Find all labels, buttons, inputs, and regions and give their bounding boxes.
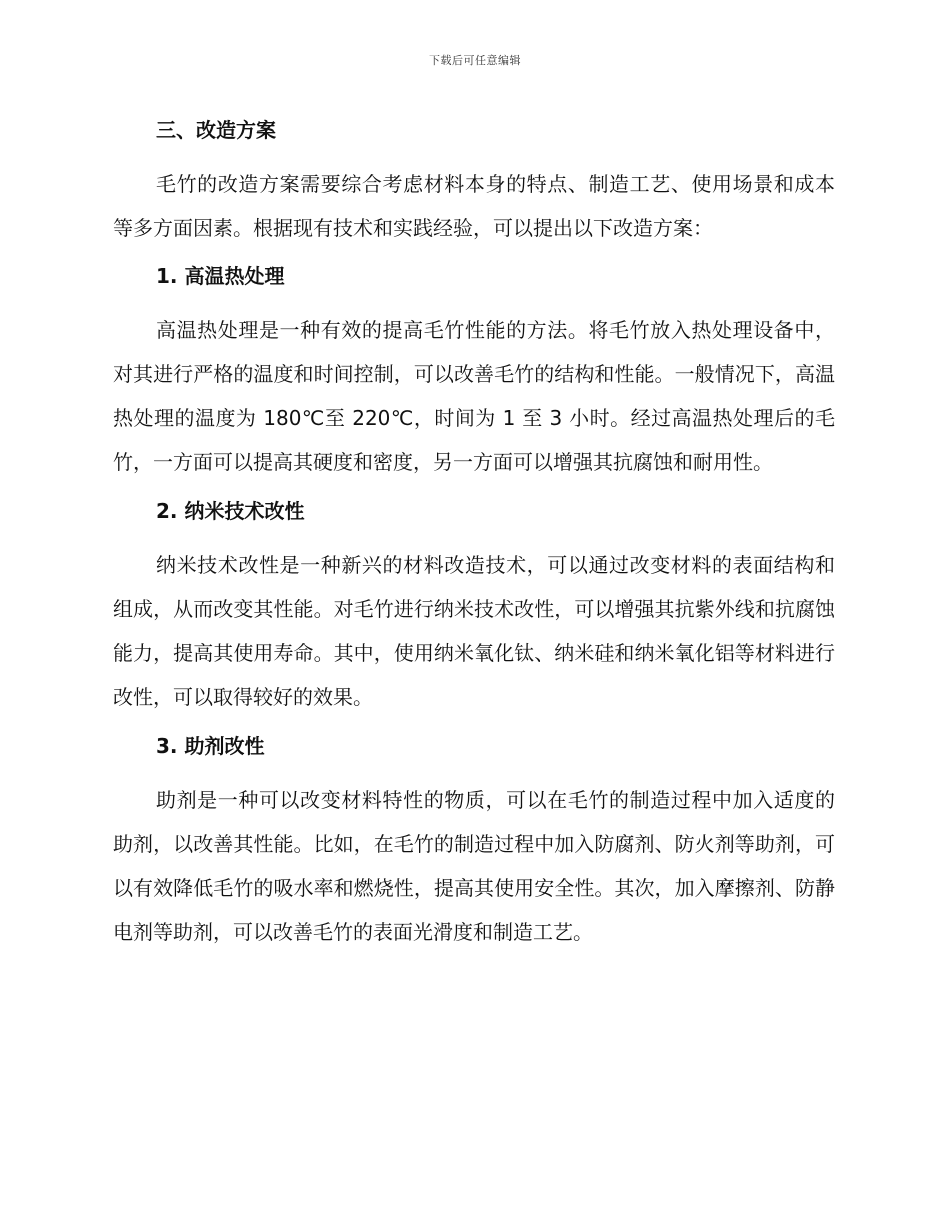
- subsection-body-heat-treatment: 高温热处理是一种有效的提高毛竹性能的方法。将毛竹放入热处理设备中，对其进行严格的温度和时间控制，可以改善毛竹的结构和性能。一般情况下，高温热处理的温度为 180℃至 220℃，时间为 1 至 3 小时。经过高温热处理后的毛竹，一方面可以提高其硬度和密度，另一方面可以增强其抗腐蚀和耐用性。: [113, 318, 835, 474]
- document-body: [113, 110, 835, 954]
- subsection-body-additive-modification: 助剂是一种可以改变材料特性的物质，可以在毛竹的制造过程中加入适度的助剂，以改善其性能。比如，在毛竹的制造过程中加入防腐剂、防火剂等助剂，可以有效降低毛竹的吸水率和燃烧性，提高其使用安全性。其次，加入摩擦剂、防静电剂等助剂，可以改善毛竹的表面光滑度和制造工艺。: [113, 788, 835, 944]
- page-header: 下载后可任意编辑: [429, 54, 521, 67]
- intro-paragraph: 毛竹的改造方案需要综合考虑材料本身的特点、制造工艺、使用场景和成本等多方面因素。根据现有技术和实践经验，可以提出以下改造方案：: [113, 172, 835, 240]
- subsection-heading-nano-modification: 2. 纳米技术改性: [156, 499, 305, 523]
- subsection-heading-additive-modification: 3. 助剂改性: [156, 734, 265, 758]
- section-title: 三、改造方案: [156, 118, 276, 142]
- subsection-heading-heat-treatment: 1. 高温热处理: [156, 264, 285, 288]
- subsection-body-nano-modification: 纳米技术改性是一种新兴的材料改造技术，可以通过改变材料的表面结构和组成，从而改变其性能。对毛竹进行纳米技术改性，可以增强其抗紫外线和抗腐蚀能力，提高其使用寿命。其中，使用纳米氧化钛、纳米硅和纳米氧化铝等材料进行改性，可以取得较好的效果。: [113, 553, 835, 709]
